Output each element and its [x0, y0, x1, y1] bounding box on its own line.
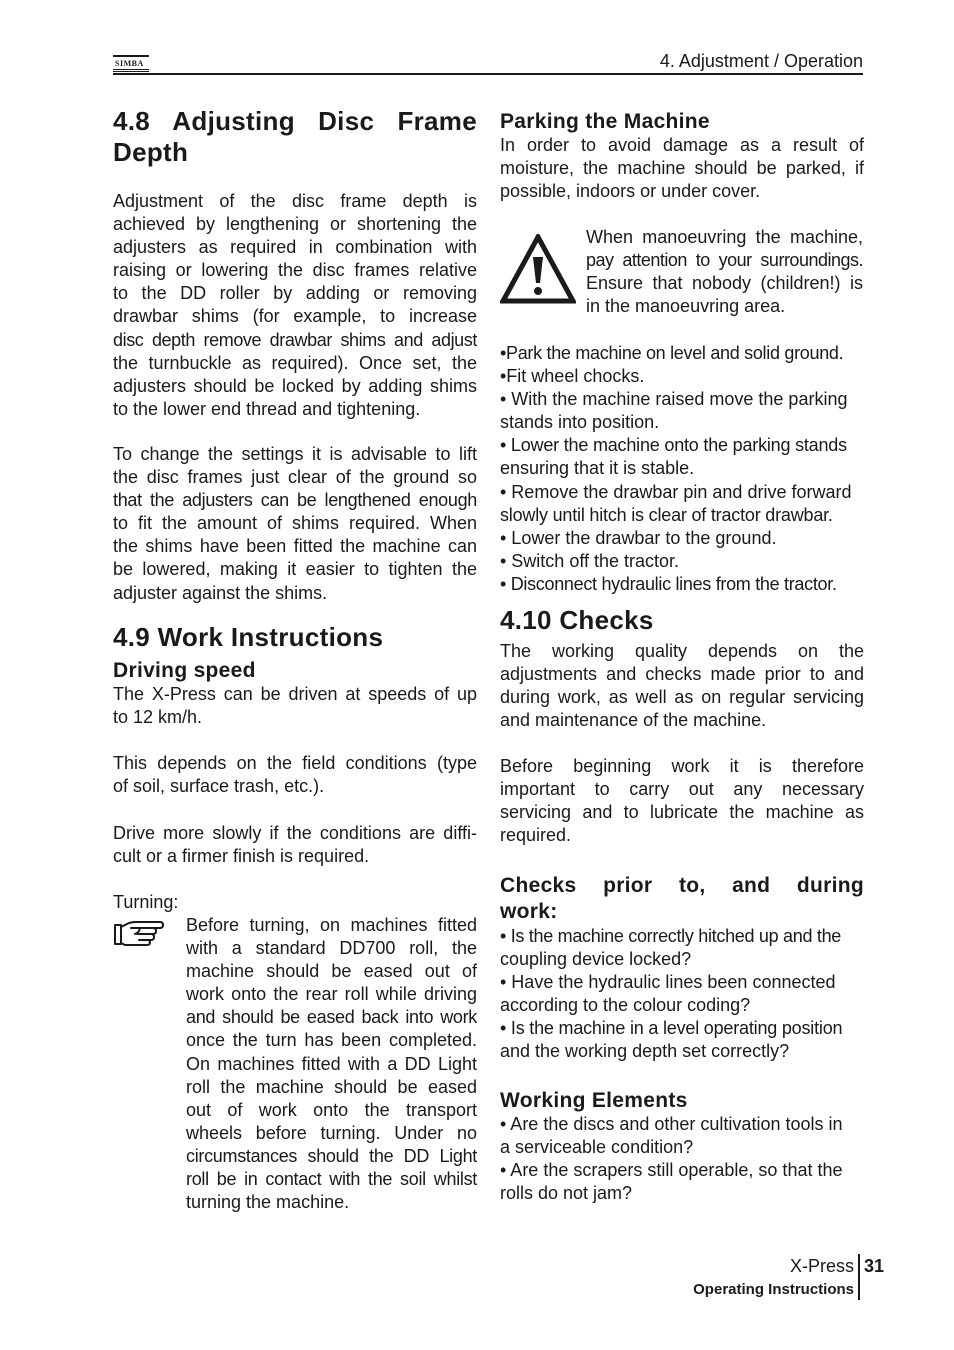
paragraph-change-settings	[113, 443, 477, 605]
text-line: pay attention to your surroundings.	[586, 250, 863, 271]
paragraph-turning	[186, 914, 477, 1214]
heading-4-8	[113, 106, 477, 168]
text-line: with a standard DD700 roll, the	[186, 938, 477, 959]
elements-list	[500, 1113, 864, 1205]
text-line: adjusters should be locked by adding shims	[113, 375, 477, 396]
paragraph-warning	[586, 226, 863, 318]
text-line: the turnbuckle as required). Once set, the	[113, 352, 477, 373]
list-item: coupling device locked?	[500, 949, 692, 970]
heading-4-10	[500, 605, 864, 636]
heading-working-elements	[500, 1088, 864, 1113]
text-line: work onto the rear roll while driving	[186, 984, 477, 1005]
footer-subtitle: Operating Instructions	[693, 1281, 854, 1298]
paragraph-drive-slowly	[113, 822, 477, 868]
footer-product: X-Press	[789, 1256, 854, 1276]
header-rule	[113, 73, 863, 75]
text-line: to 12 km/h.	[113, 707, 203, 728]
warning-triangle-icon	[500, 234, 576, 304]
heading-parking	[500, 109, 864, 134]
text-line: be lowered, making it easier to tighten the	[113, 559, 477, 580]
list-item: • With the machine raised move the parking	[500, 389, 848, 410]
list-item: stands into position.	[500, 412, 660, 433]
text-line: to the DD roller by adding or removing	[113, 283, 477, 304]
text-line: When manoeuvring the machine,	[586, 227, 863, 247]
list-item: • Are the scrapers still operable, so that the	[500, 1160, 843, 1181]
text-line: required.	[500, 825, 572, 846]
text-line: drawbar shims (for example, to increase	[113, 306, 477, 327]
text-line: once the turn has been completed.	[186, 1030, 477, 1051]
text-line: moisture, the machine should be parked, if	[500, 158, 864, 179]
list-item: rolls do not jam?	[500, 1183, 633, 1204]
text-line: during work, as well as on regular servicing	[500, 687, 864, 708]
list-item: • Lower the machine onto the parking stands	[500, 435, 847, 456]
text-line: out of work onto the transport	[186, 1099, 477, 1120]
logo-text: SIMBA	[115, 59, 144, 68]
heading-checks-prior	[500, 873, 864, 924]
text-line: that the adjusters can be lengthened enough	[113, 490, 477, 511]
list-item: • Switch off the tractor.	[500, 550, 680, 571]
text-line: machine should be eased out of	[186, 961, 477, 982]
heading-4-9	[113, 622, 477, 653]
list-item: •Park the machine on level and solid ground.	[500, 343, 844, 363]
text-line: circumstances should the DD Light	[186, 1145, 477, 1166]
paragraph-parking	[500, 134, 864, 203]
text-line: raising or lowering the disc frames relative	[113, 260, 477, 281]
text-line: to fit the amount of shims required. When	[113, 513, 477, 534]
text-line: achieved by lengthening or shortening the	[113, 214, 477, 235]
list-item: • Remove the drawbar pin and drive forward	[500, 481, 852, 502]
checks-list	[500, 925, 864, 1064]
list-item: a serviceable condition?	[500, 1137, 694, 1158]
list-item: • Lower the drawbar to the ground.	[500, 527, 777, 548]
heading-driving-speed-text: Driving speed	[113, 659, 256, 682]
section-label: 4. Adjustment / Operation	[659, 51, 863, 71]
heading-checks-prior-line: Checks prior to, and during	[500, 874, 864, 897]
list-item: • Is the machine in a level operating position	[500, 1018, 843, 1039]
list-item: according to the colour coding?	[500, 995, 751, 1016]
text-line: adjusters as required in combination with	[113, 237, 477, 258]
paragraph-field-conditions	[113, 752, 477, 798]
paragraph-checks-quality	[500, 640, 864, 732]
paragraph-speed	[113, 683, 477, 729]
text-line: The X-Press can be driven at speeds of up	[113, 684, 477, 704]
text-line: cult or a firmer finish is required.	[113, 846, 370, 867]
turning-label-text: Turning:	[113, 892, 179, 912]
text-line: Ensure that nobody (children!) is	[586, 273, 863, 294]
text-line: roll be in contact with the soil whilst	[186, 1169, 477, 1190]
heading-4-10-text: 4.10 Checks	[500, 605, 654, 635]
list-item: •Fit wheel chocks.	[500, 366, 645, 387]
list-item: slowly until hitch is clear of tractor drawbar.	[500, 504, 833, 525]
text-line: The working quality depends on the	[500, 641, 864, 661]
paragraph-disc-depth	[113, 190, 477, 421]
page-number: 31	[864, 1256, 885, 1276]
heading-parking-text: Parking the Machine	[500, 110, 710, 133]
list-item: • Have the hydraulic lines been connected	[500, 972, 836, 993]
heading-4-8-text: 4.8 Adjusting Disc Frame Depth	[113, 106, 477, 167]
text-line: servicing and to lubricate the machine as	[500, 802, 864, 823]
heading-driving-speed	[113, 658, 477, 683]
paragraph-before-work	[500, 755, 864, 847]
text-line: Before beginning work it is therefore	[500, 756, 864, 776]
heading-4-9-text: 4.9 Work Instructions	[113, 622, 384, 652]
footer-rule	[858, 1254, 860, 1300]
parking-steps-list	[500, 342, 864, 596]
text-line: adjustments and checks made prior to and	[500, 664, 864, 685]
text-line: turning the machine.	[186, 1192, 350, 1213]
text-line: adjuster against the shims.	[113, 582, 328, 603]
text-line: roll the machine should be eased	[186, 1076, 477, 1097]
turning-label	[113, 891, 477, 914]
text-line: important to carry out any necessary	[500, 779, 864, 800]
text-line: disc depth remove drawbar shims and adjust	[113, 329, 477, 350]
text-line: in the manoeuvring area.	[586, 296, 786, 317]
list-item: • Disconnect hydraulic lines from the tractor.	[500, 573, 837, 594]
pointing-hand-icon	[113, 918, 165, 948]
text-line: This depends on the field conditions (type	[113, 753, 477, 773]
text-line: of soil, surface trash, etc.).	[113, 776, 325, 797]
text-line: and maintenance of the machine.	[500, 710, 767, 731]
list-item: • Are the discs and other cultivation tools in	[500, 1114, 843, 1134]
list-item: ensuring that it is stable.	[500, 458, 695, 479]
text-line: In order to avoid damage as a result of	[500, 135, 864, 155]
list-item: and the working depth set correctly?	[500, 1041, 790, 1062]
text-line: the shims have been fitted the machine can	[113, 536, 477, 557]
text-line: Before turning, on machines fitted	[186, 915, 477, 935]
list-item: • Is the machine correctly hitched up and the	[500, 926, 841, 946]
text-line: to the lower end thread and tightening.	[113, 398, 421, 419]
text-line: wheels before turning. Under no	[186, 1122, 477, 1143]
text-line: Drive more slowly if the conditions are diffi-	[113, 823, 477, 843]
text-line: the disc frames just clear of the ground so	[113, 467, 477, 488]
heading-checks-prior-line: work:	[500, 900, 558, 923]
text-line: To change the settings it is advisable to lift	[113, 444, 477, 464]
text-line: On machines fitted with a DD Light	[186, 1053, 477, 1074]
heading-working-elements-text: Working Elements	[500, 1089, 688, 1112]
text-line: and should be eased back into work	[186, 1007, 477, 1028]
text-line: Adjustment of the disc frame depth is	[113, 191, 477, 211]
simba-logo	[113, 55, 149, 73]
text-line: possible, indoors or under cover.	[500, 181, 761, 202]
